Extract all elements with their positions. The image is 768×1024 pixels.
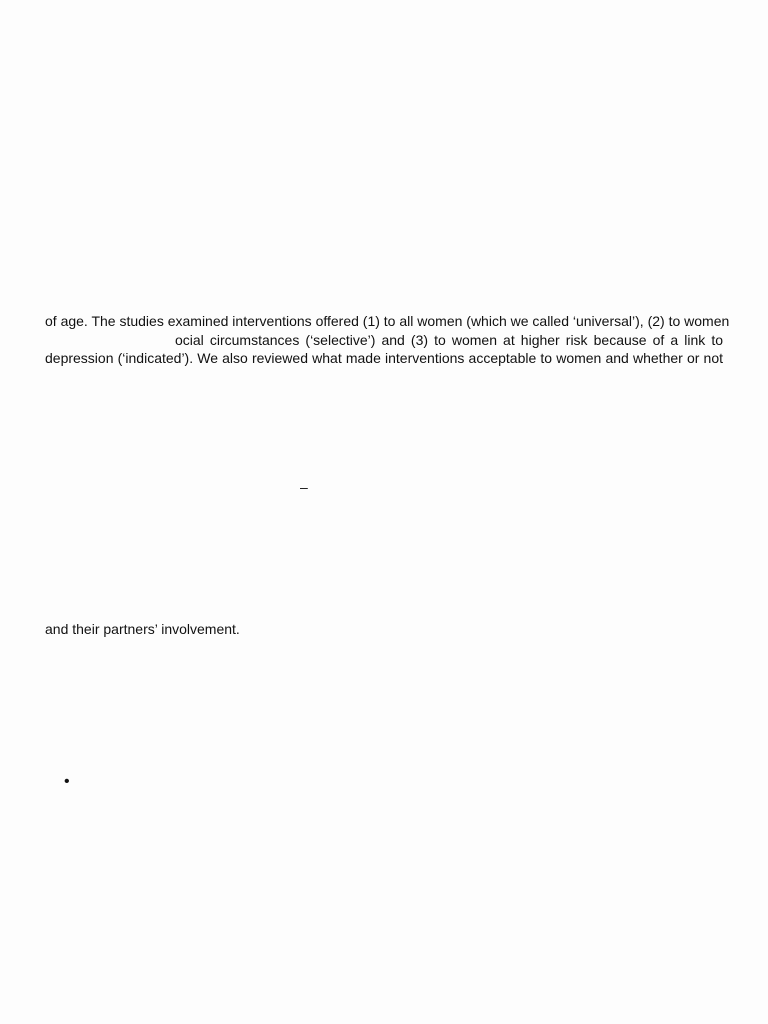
trailing-line: and their partners’ involvement. [45, 621, 240, 637]
dash-mark: – [300, 479, 308, 495]
paragraph-line-1: of age. The studies examined interventions offered (1) to all women (which we called ‘universal’), (2) to women [45, 313, 730, 329]
paragraph-line-3: depression (‘indicated’). We also reviewed what made interventions acceptable to women and whether or not [45, 350, 723, 366]
bullet-point: • [64, 773, 70, 790]
paragraph-line-2: ocial circumstances (‘selective’) and (3) to women at higher risk because of a link to [175, 332, 723, 348]
